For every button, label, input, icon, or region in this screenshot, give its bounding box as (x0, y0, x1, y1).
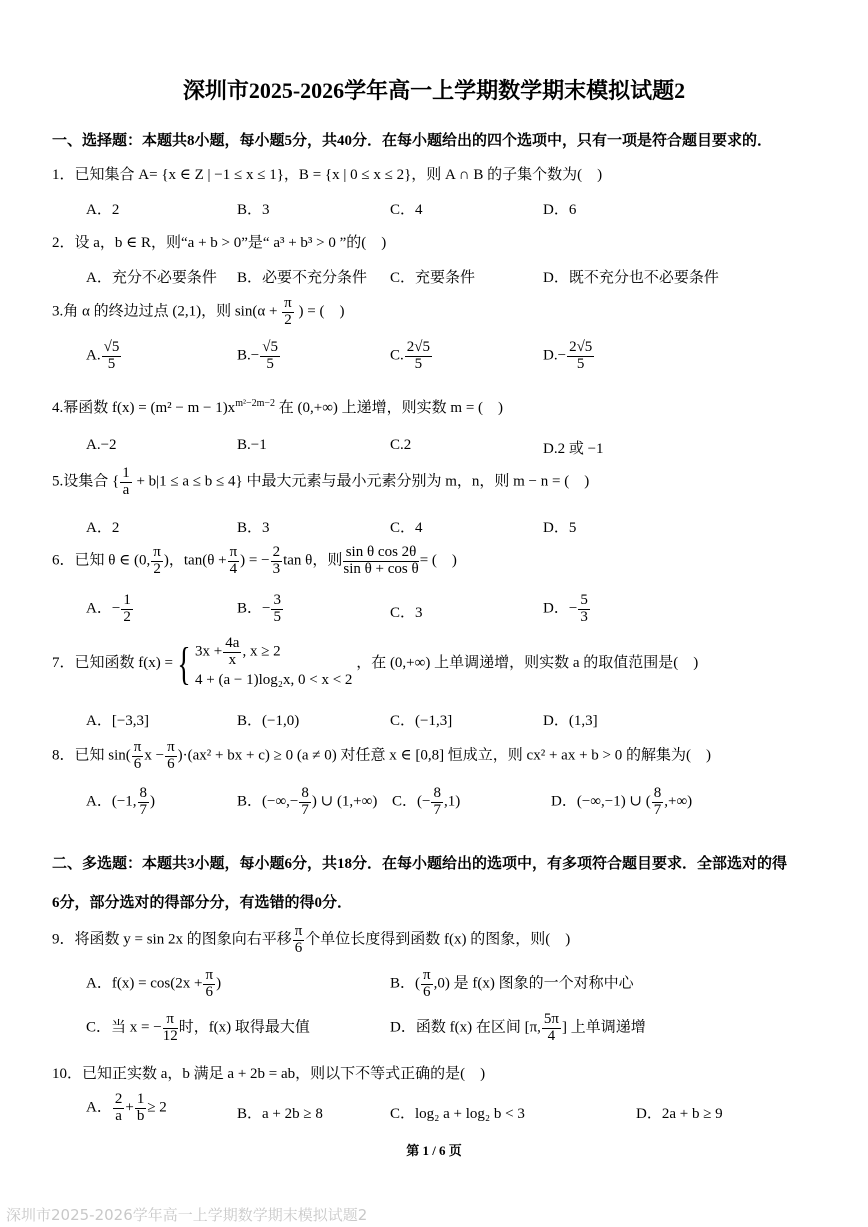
q1-tail: ，则 A ∩ B 的子集个数为( ) (411, 167, 603, 183)
q3-frac-top: π (284, 295, 292, 311)
frac-top: π (205, 967, 214, 983)
frac-bottom: 6 (423, 983, 431, 1000)
frac-top: π (294, 923, 303, 939)
q5-option-b: B．3 (237, 520, 270, 536)
q6-part3: ) = − (240, 552, 270, 569)
q3-frac-bottom: 2 (284, 311, 292, 328)
q2-option-b: B．必要不充分条件 (237, 270, 368, 286)
frac-bottom: 3 (580, 608, 588, 625)
option-label: D． (543, 600, 569, 617)
frac-bottom: 5 (414, 355, 423, 372)
option-post: ) (216, 975, 222, 992)
option-fraction (138, 786, 150, 819)
frac-top: π (229, 544, 238, 560)
q2-option-a: A．充分不必要条件 (86, 270, 217, 286)
frac-top: 8 (301, 785, 309, 801)
q7-option-d: D．(1,3] (543, 713, 598, 729)
frac-top: 2 (272, 544, 281, 560)
frac-bottom: 12 (162, 1027, 178, 1044)
q6-option-b (237, 593, 284, 626)
option-pre: B．(−∞,− (237, 793, 299, 810)
watermark: 深圳市2025-2026学年高一上学期数学期末模拟试题2 (6, 1206, 368, 1224)
q9-fraction (293, 924, 305, 957)
q6-part4: tan θ，则 (283, 552, 343, 569)
q1-option-c: C．4 (390, 202, 423, 218)
q8-part3: )·(ax² + bx + c) ≥ 0 (a ≠ 0) 对任意 x ∈ [0,8] 恒成立，则 cx² + ax + b > 0 的解集为( ) (177, 747, 711, 764)
option-label: A. (86, 347, 101, 364)
q4-pre: 4.幂函数 f(x) = (m² − m − 1)x (52, 400, 236, 416)
frac-top: 5 (580, 592, 588, 608)
q7-post: ，在 (0,+∞) 上单调递增，则实数 a 的取值范围是( ) (356, 654, 699, 671)
frac-top: π (163, 1012, 178, 1029)
q3-post: ) = ( ) (298, 303, 345, 320)
question-3 (52, 296, 344, 329)
frac-top: 3 (273, 592, 281, 608)
frac-bottom: 4 (547, 1027, 556, 1044)
frac-top: π (167, 739, 175, 755)
q10-option-a (86, 1092, 167, 1125)
q1-option-a: A．2 (86, 202, 120, 218)
frac-bottom: 6 (205, 983, 214, 1000)
q5-fraction (120, 466, 132, 499)
q10-option-c: C．log₂ a + log₂ b < 3 (390, 1106, 525, 1122)
q2-option-d: D．既不充分也不必要条件 (543, 270, 719, 286)
option-fraction (299, 786, 311, 819)
q6-frac4 (343, 545, 418, 578)
q6-part1: 6．已知 θ ∈ (0, (52, 552, 151, 569)
frac-bottom: 5 (576, 355, 585, 372)
option-post: ≥ 2 (147, 1099, 167, 1116)
q9-option-a (86, 968, 221, 1001)
piecewise-brace: { (177, 637, 191, 689)
q8-option-a (86, 786, 155, 819)
q4-option-a: A.−2 (86, 437, 117, 453)
page-footer: 第 1 / 6 页 (406, 1143, 462, 1158)
frac-bottom: 5 (266, 355, 274, 372)
option-pre: D．函数 f(x) 在区间 [π, (390, 1019, 541, 1036)
q10-option-b: B．a + 2b ≥ 8 (237, 1106, 323, 1122)
option-fraction-1 (113, 1092, 125, 1125)
frac-top: 2 (114, 1091, 123, 1107)
q1-option-b: B．3 (237, 202, 270, 218)
section-2-heading-line2: 6分，部分选对的得部分分，有选错的得0分． (52, 895, 353, 911)
question-2: 2．设 a，b ∈ R，则“a + b > 0”是“ a³ + b³ > 0 ”的( ) (52, 235, 387, 251)
frac-bottom: b (136, 1107, 145, 1124)
option-fraction (652, 786, 664, 819)
q1-a: A (138, 167, 150, 183)
option-pre: B．( (390, 975, 421, 992)
q1-b: ，B (283, 167, 309, 183)
option-fraction (260, 340, 280, 373)
option-post: ,0) 是 f(x) 图象的一个对称中心 (433, 975, 634, 992)
option-pre: A． (86, 1099, 112, 1116)
frac-bottom: 2 (123, 608, 131, 625)
frac-top: π (423, 967, 431, 983)
q10-option-d: D．2a + b ≥ 9 (636, 1106, 723, 1122)
q7-pre: 7．已知函数 f(x) = (52, 654, 173, 671)
frac-top: 8 (653, 785, 662, 801)
option-fraction (121, 593, 133, 626)
q6-part5: = ( ) (419, 552, 457, 569)
q8-frac2 (165, 740, 177, 773)
question-8 (52, 740, 711, 773)
frac-top: 1 (122, 465, 130, 481)
option-fraction-2 (135, 1092, 147, 1125)
question-10: 10．已知正实数 a，b 满足 a + 2b = ab，则以下不等式正确的是( ) (52, 1066, 486, 1082)
q6-option-a (86, 593, 134, 626)
question-5 (52, 466, 589, 499)
q3-option-c (390, 340, 433, 373)
option-post: 时，f(x) 取得最大值 (178, 1019, 310, 1036)
q9-pre: 9．将函数 y = sin 2x 的图象向右平移 (52, 931, 292, 948)
frac-bottom: 4 (229, 560, 238, 577)
frac-bottom: a (122, 481, 130, 498)
frac-bottom: 5 (273, 608, 281, 625)
option-label: C. (390, 347, 404, 364)
q4-exponent: m²−2m−2 (235, 398, 276, 409)
q6-frac2 (228, 545, 240, 578)
frac-bottom: 2 (153, 560, 161, 577)
q3-fraction (282, 296, 294, 329)
frac-bottom: 5 (107, 355, 116, 372)
q3-option-b (237, 340, 281, 373)
q8-part2: x − (144, 747, 165, 764)
frac-bottom: 7 (653, 801, 662, 818)
q9-option-d (390, 1012, 646, 1045)
frac-top: 1 (136, 1091, 145, 1107)
frac-bottom: 6 (294, 939, 303, 956)
option-fraction (578, 593, 590, 626)
q1-set2: = {x | 0 ≤ x ≤ 2} (308, 167, 412, 183)
q8-frac1 (132, 740, 144, 773)
option-label: B． (237, 600, 263, 617)
option-sign: − (250, 347, 260, 364)
option-mid: + (125, 1099, 134, 1116)
q5-pre: 5.设集合 { (52, 473, 120, 490)
option-fraction (203, 968, 215, 1001)
frac-top: 4a (225, 635, 240, 651)
frac-top: 2√5 (406, 339, 430, 355)
option-fraction (405, 340, 432, 373)
option-fraction (542, 1012, 561, 1045)
question-4 (52, 396, 503, 417)
q1-prefix: 1．已知集合 (52, 167, 135, 183)
q9-post: 个单位长度得到函数 f(x) 的图象，则( ) (305, 931, 571, 948)
option-sign: − (111, 600, 121, 617)
q6-frac1 (151, 545, 163, 578)
option-fraction (102, 340, 122, 373)
frac-bottom: 6 (167, 755, 175, 772)
q7-line1-frac (223, 636, 241, 669)
option-post: ,1) (443, 793, 461, 810)
frac-bottom: x (228, 651, 237, 668)
q4-post: 在 (0,+∞) 上递增，则实数 m = ( ) (275, 400, 504, 416)
option-label: A． (86, 600, 112, 617)
frac-bottom: 7 (301, 801, 309, 818)
frac-top: √5 (103, 339, 120, 355)
frac-top: 8 (139, 785, 148, 801)
option-label: B. (237, 347, 251, 364)
option-post: ,+∞) (664, 793, 693, 810)
q5-option-a: A．2 (86, 520, 120, 536)
question-1 (52, 163, 602, 184)
q7-line1-a: 3x + (195, 643, 223, 660)
option-pre: A．f(x) = cos(2x + (86, 975, 203, 992)
option-label: D. (543, 347, 558, 364)
frac-top: 8 (433, 785, 441, 801)
section-1-heading: 一、选择题：本题共8小题，每小题5分，共40分．在每小题给出的四个选项中，只有一项是符合题目要求的． (52, 133, 773, 149)
q7-piecewise (195, 636, 352, 691)
frac-top: π (153, 544, 161, 560)
q7-line2: 4 + (a − 1)log₂x, 0 < x < 2 (195, 671, 353, 688)
frac-bottom: 6 (133, 755, 142, 772)
q1-option-d: D．6 (543, 202, 577, 218)
frac-top: sin θ cos 2θ (343, 545, 418, 562)
question-7 (52, 636, 698, 691)
q2-option-c: C．充要条件 (390, 270, 476, 286)
q6-part2: )，tan(θ + (163, 552, 227, 569)
q3-option-a (86, 340, 122, 373)
option-post: ) ∪ (1,+∞) (311, 793, 378, 810)
option-fraction (567, 340, 594, 373)
frac-bottom: 3 (272, 560, 281, 577)
option-pre: C．(− (392, 793, 431, 810)
frac-bottom: a (115, 1107, 122, 1124)
frac-top: √5 (262, 339, 278, 355)
section-2-heading-line1: 二、多选题：本题共3小题，每小题6分，共18分．在每小题给出的选项中，有多项符合题目要求．全部选对的得 (52, 856, 788, 872)
frac-bottom: 7 (139, 801, 148, 818)
q4-option-c: C.2 (390, 437, 412, 453)
q3-pre: 3.角 α 的终边过点 (2,1)，则 sin(α + (52, 303, 278, 320)
option-pre: A．(−1, (86, 793, 137, 810)
option-pre: D．(−∞,−1) ∪ ( (551, 793, 651, 810)
option-fraction (431, 786, 443, 819)
q4-option-b: B.−1 (237, 437, 267, 453)
option-sign: − (262, 600, 271, 617)
question-6 (52, 545, 457, 578)
q8-option-d (551, 786, 692, 819)
frac-top: 2√5 (569, 339, 593, 355)
q1-set1: = {x ∈ Z | −1 ≤ x ≤ 1} (149, 167, 284, 183)
q6-option-d (543, 593, 591, 626)
q5-post: + b|1 ≤ a ≤ b ≤ 4} 中最大元素与最小元素分别为 m，n，则 m − n = ( ) (132, 473, 590, 490)
option-fraction (421, 968, 433, 1001)
q8-part1: 8．已知 sin( (52, 747, 131, 764)
q6-option-c: C．3 (390, 605, 423, 621)
q7-option-a: A．[−3,3] (86, 713, 150, 729)
q7-option-b: B．(−1,0) (237, 713, 300, 729)
frac-top: 5π (543, 1011, 559, 1027)
frac-bottom: 7 (433, 801, 441, 818)
q5-option-c: C．4 (390, 520, 423, 536)
option-sign: − (568, 600, 578, 617)
q7-line1 (195, 636, 352, 669)
option-sign: − (557, 347, 567, 364)
question-9 (52, 924, 570, 957)
frac-bottom: sin θ + cos θ (343, 560, 419, 577)
page-title: 深圳市2025-2026学年高一上学期数学期末模拟试题2 (182, 78, 686, 103)
q9-option-c (86, 1012, 310, 1045)
q8-option-c (392, 786, 460, 819)
q8-option-b (237, 786, 377, 819)
option-pre: C．当 x = − (86, 1019, 162, 1036)
frac-top: 1 (123, 592, 131, 608)
q5-option-d: D．5 (543, 520, 577, 536)
option-post: ) (150, 793, 156, 810)
q9-option-b (390, 968, 634, 1001)
option-fraction (163, 1012, 178, 1045)
frac-top: π (133, 739, 142, 755)
q7-option-c: C．(−1,3] (390, 713, 453, 729)
q4-option-d: D.2 或 −1 (543, 441, 604, 457)
option-fraction (271, 593, 283, 626)
q6-frac3 (271, 545, 283, 578)
option-post: ] 上单调递增 (561, 1019, 646, 1036)
q3-option-d (543, 340, 595, 373)
q7-line1-c: , x ≥ 2 (242, 643, 281, 660)
